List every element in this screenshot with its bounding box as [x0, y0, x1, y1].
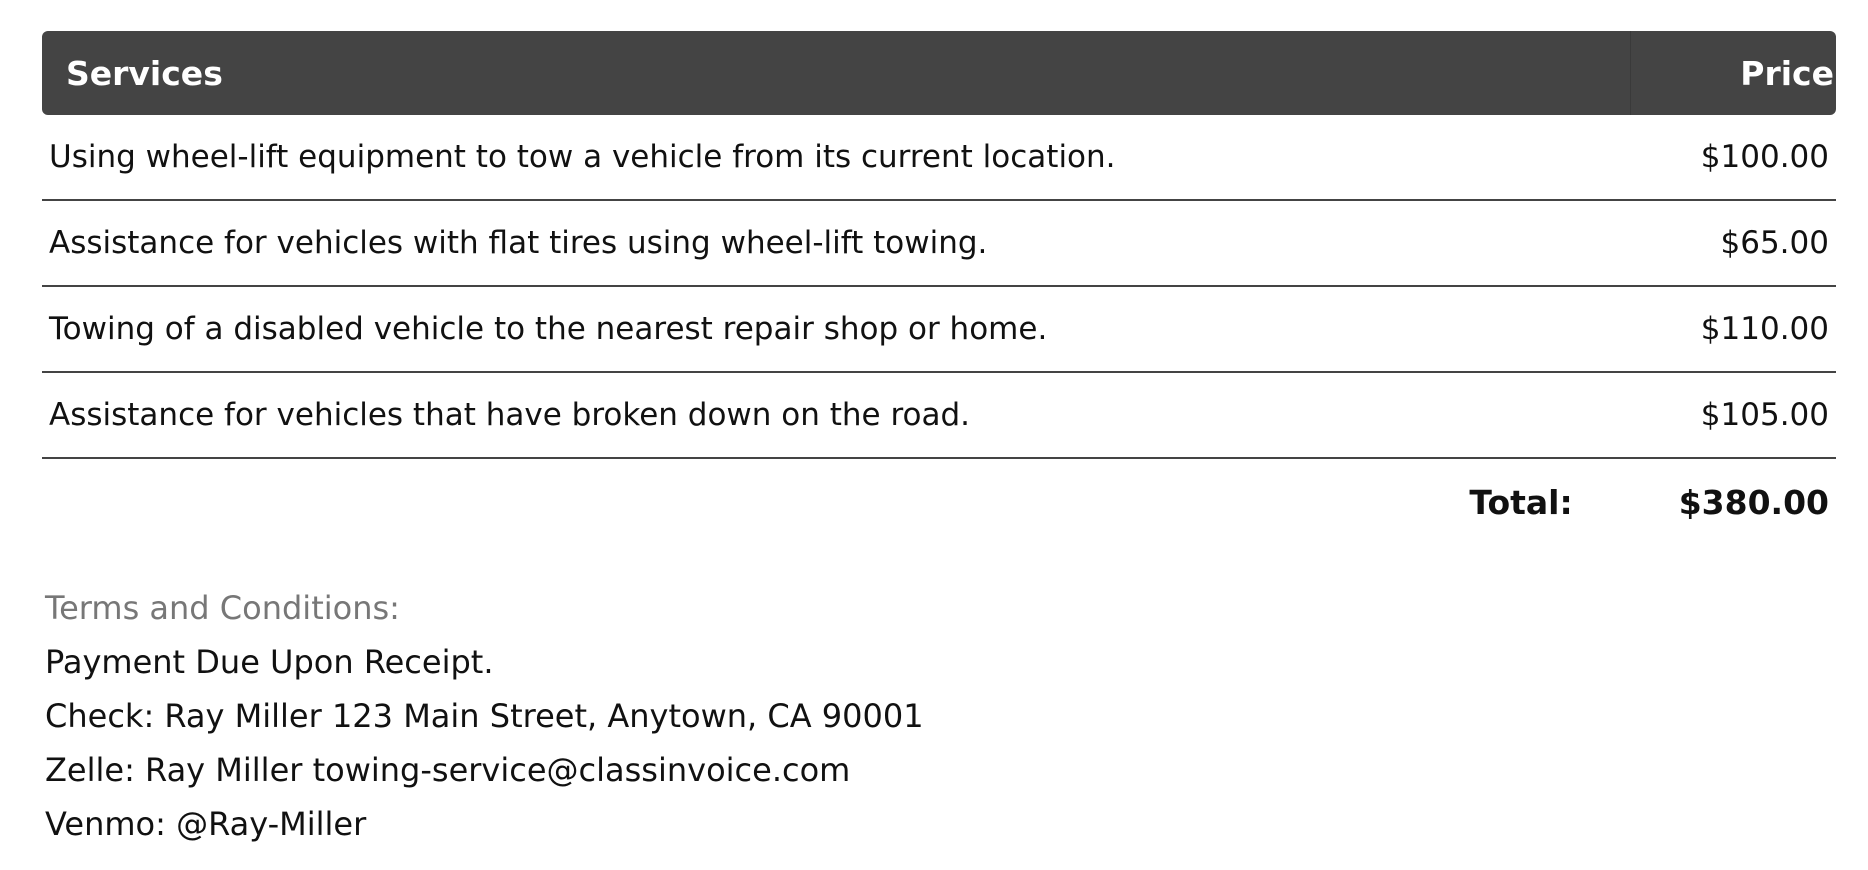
- price-column-header: Price: [1630, 31, 1836, 115]
- service-description: Using wheel-lift equipment to tow a vehicle from its current location.: [49, 139, 1116, 175]
- table-header: [42, 31, 1836, 115]
- terms-zelle-info: Zelle: Ray Miller towing-service@classinvoice.com: [45, 751, 851, 789]
- table-row: [42, 287, 1836, 373]
- terms-venmo-info: Venmo: @Ray-Miller: [45, 805, 367, 843]
- terms-check-info: Check: Ray Miller 123 Main Street, Anytown, CA 90001: [45, 697, 924, 735]
- terms-section: [45, 581, 924, 851]
- service-description: Assistance for vehicles that have broken down on the road.: [49, 397, 971, 433]
- terms-payment-due: Payment Due Upon Receipt.: [45, 643, 494, 681]
- services-table: [42, 31, 1836, 545]
- service-price: $100.00: [1700, 139, 1829, 175]
- services-column-header: Services: [66, 53, 223, 93]
- total-value: $380.00: [1678, 482, 1829, 522]
- total-label: Total:: [1469, 482, 1573, 522]
- table-row: [42, 373, 1836, 459]
- service-price: $105.00: [1700, 397, 1829, 433]
- service-price: $110.00: [1700, 311, 1829, 347]
- table-row: [42, 201, 1836, 287]
- service-price: $65.00: [1720, 225, 1829, 261]
- service-description: Towing of a disabled vehicle to the nearest repair shop or home.: [49, 311, 1048, 347]
- service-description: Assistance for vehicles with flat tires using wheel-lift towing.: [49, 225, 988, 261]
- total-row: [42, 459, 1836, 545]
- terms-title: Terms and Conditions:: [45, 589, 400, 627]
- table-row: [42, 115, 1836, 201]
